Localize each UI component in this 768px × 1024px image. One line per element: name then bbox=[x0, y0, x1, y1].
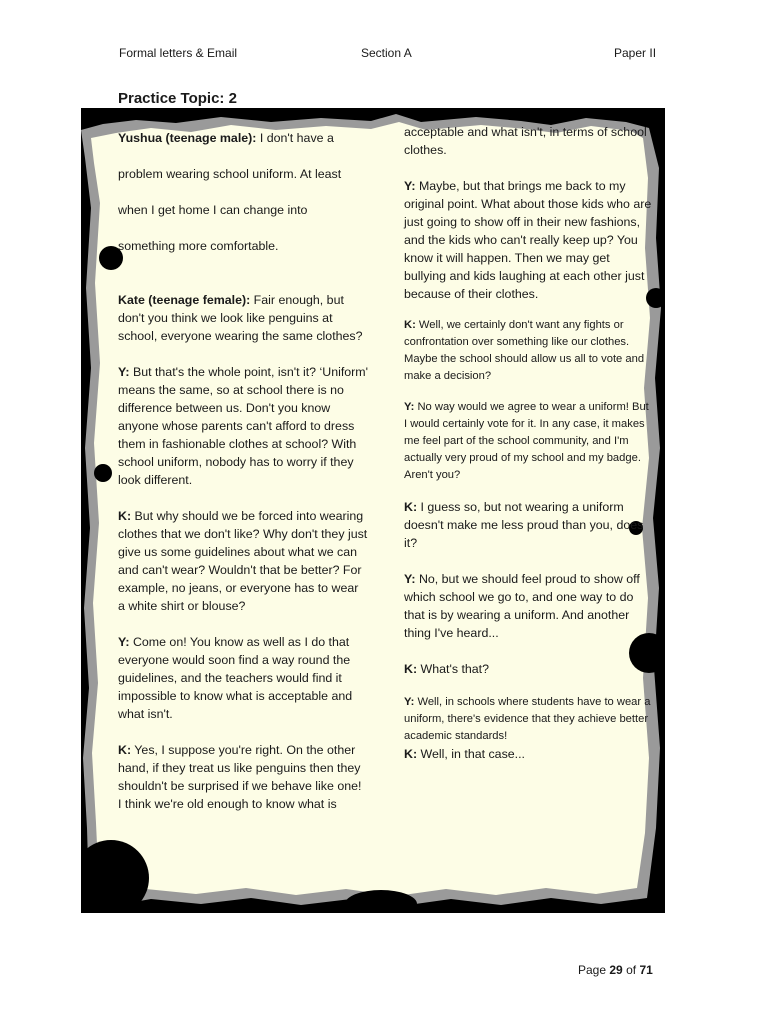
dialogue-text: What's that? bbox=[420, 662, 490, 676]
speaker-label: K: bbox=[118, 743, 132, 757]
dialogue-text: But why should we be forced into wearing clothes that we don't like? Why don't they just give us some guidelines about what we can and can't wear? Wouldn't that be better? For example, no jeans, or everyone has to wear a white shirt or blouse? bbox=[118, 509, 368, 613]
speaker-label: K: bbox=[404, 662, 418, 676]
dialogue-text: I guess so, but not wearing a uniform doesn't make me less proud than you, does it? bbox=[404, 500, 644, 550]
page-title: Practice Topic: 2 bbox=[118, 90, 237, 107]
page-prefix: Page bbox=[578, 963, 607, 977]
page-of: of bbox=[626, 963, 637, 977]
header-section-name: Formal letters & Email bbox=[119, 46, 238, 60]
dialogue-text: Fair enough, but don't you think we look like penguins at school, everyone wearing the same clothes? bbox=[118, 293, 363, 343]
dialogue-column-right bbox=[404, 123, 654, 763]
dialogue-text: I don't have a bbox=[259, 131, 334, 145]
dialogue-text: No, but we should feel proud to show off which school we go to, and one way to do that is by wearing a uniform. And another thing I've heard... bbox=[404, 572, 640, 640]
speaker-label: Kate (teenage female): bbox=[118, 293, 251, 307]
dialogue-text: Come on! You know as well as I do that everyone would soon find a way round the guidelines, and the teachers would find it impossible to know what is acceptable and what isn't. bbox=[118, 635, 353, 721]
header-paper-label: Paper II bbox=[614, 46, 657, 60]
dialogue-column-left bbox=[118, 129, 368, 813]
speaker-label: K: bbox=[404, 500, 418, 514]
page-total: 71 bbox=[639, 963, 653, 977]
dialogue-text: No way would we agree to wear a uniform! But I would certainly vote for it. In any case, it makes me feel part of the school community, and I'm actually very proud of my school and my badge. Aren't you? bbox=[404, 401, 649, 481]
dialogue-text: Well, we certainly don't want any fights or confrontation over something like our clothes. Maybe the school should allow us all to vote and make a decision? bbox=[404, 319, 645, 382]
speaker-label: Y: bbox=[404, 696, 415, 708]
speaker-label: Y: bbox=[404, 572, 416, 586]
speaker-label: Y: bbox=[404, 401, 415, 413]
speaker-label: K: bbox=[404, 747, 418, 761]
dialogue-text: problem wearing school uniform. At least bbox=[118, 167, 342, 181]
dialogue-text: acceptable and what isn't, in terms of school clothes. bbox=[404, 125, 647, 157]
speaker-label: Y: bbox=[404, 179, 416, 193]
burn-hole bbox=[94, 464, 112, 482]
page-number bbox=[578, 963, 653, 977]
dialogue-text: Yes, I suppose you're right. On the other hand, if they treat us like penguins then they shouldn't be surprised if we behave like one! I think we're old enough to know what is bbox=[118, 743, 362, 811]
dialogue-text: when I get home I can change into bbox=[118, 203, 308, 217]
page-current: 29 bbox=[609, 963, 623, 977]
dialogue-text: something more comfortable. bbox=[118, 239, 279, 253]
dialogue-text: Well, in schools where students have to wear a uniform, there's evidence that they achieve better academic standards! bbox=[404, 696, 651, 742]
dialogue-text: But that's the whole point, isn't it? ‘Uniform' means the same, so at school there is no difference between us. Don't you know anyone whose parents can't afford to dress them in fashionable clothes at school? With school uniform, nobody has to worry if they look different. bbox=[118, 365, 368, 487]
speaker-label: Yushua (teenage male): bbox=[118, 131, 257, 145]
speaker-label: K: bbox=[404, 319, 416, 331]
speaker-label: K: bbox=[118, 509, 132, 523]
header-section-label: Section A bbox=[361, 46, 412, 60]
dialogue-text: Well, in that case... bbox=[420, 747, 525, 761]
speaker-label: Y: bbox=[118, 635, 130, 649]
dialogue-text: Maybe, but that brings me back to my original point. What about those kids who are just going to show off in their new fashions, and the kids who can't really keep up? You know it will happen. Then we may get bullying and kids laughing at each other just because of their clothes. bbox=[404, 179, 652, 301]
speaker-label: Y: bbox=[118, 365, 130, 379]
